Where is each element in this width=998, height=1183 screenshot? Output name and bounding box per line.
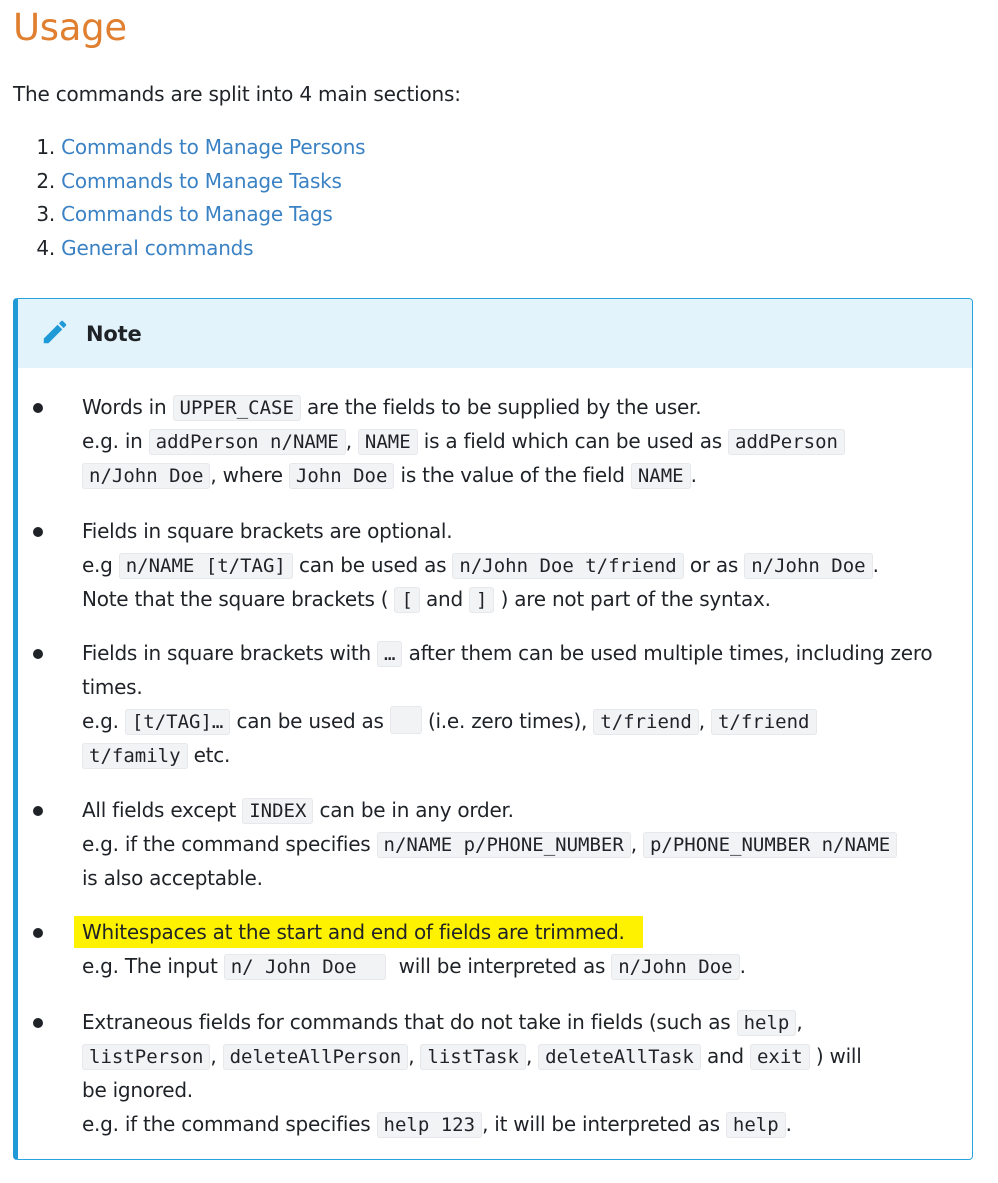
text: Extraneous fields for commands that do not take in fields (such as [82,1010,737,1034]
text: is a field which can be used as [417,429,729,453]
page-heading: Usage [13,6,127,49]
bullet [33,806,43,816]
list-number: 1. [36,135,55,159]
text: and [419,587,470,611]
text: , [210,1044,223,1068]
inline-code: addPerson [728,429,845,455]
empty-code [390,706,422,734]
text: . [690,463,697,487]
bullet [33,649,43,659]
text: after them can be used multiple times, including zero [402,641,933,665]
text: is the value of the field [394,463,631,487]
bullet [33,1018,43,1028]
note-header [18,299,972,368]
inline-code: UPPER_CASE [173,395,301,421]
text: , [630,832,643,856]
text: , where [210,463,289,487]
text: e.g. The input [82,954,224,978]
intro-text: The commands are split into 4 main sections: [13,82,461,106]
text: . [785,1112,792,1136]
section-list [13,133,365,268]
text: can be in any order. [313,798,514,822]
text: , [408,1044,421,1068]
text: (i.e. zero times), [421,709,594,733]
link-manage-tasks[interactable]: Commands to Manage Tasks [61,168,342,193]
text: are the fields to be supplied by the user. [300,395,702,419]
inline-code: ] [469,587,494,613]
inline-code: t/friend [711,709,817,735]
text: etc. [187,743,231,767]
inline-code: NAME [358,429,418,455]
inline-code: INDEX [242,798,313,824]
bullet [33,527,43,537]
text: e.g. if the command specifies [82,1112,377,1136]
text: , [345,429,358,453]
text: Note that the square brackets ( [82,587,395,611]
text: can be used as [292,553,453,577]
text: ) are not part of the syntax. [494,587,771,611]
inline-code: n/John Doe [611,954,739,980]
list-number: 3. [36,202,55,227]
text: , [698,709,711,733]
text: e.g. if the command specifies [82,832,377,856]
text: e.g. [82,709,125,733]
highlighted-text: Whitespaces at the start and end of fields are trimmed. [74,916,643,948]
inline-code: n/John Doe t/friend [452,553,683,579]
inline-code: n/John Doe [744,553,872,579]
text: All fields except [82,798,243,822]
inline-code: addPerson n/NAME [149,429,346,455]
pencil-icon [40,317,70,351]
list-number: 4. [36,236,55,261]
section-item [13,234,365,268]
text: is also acceptable. [82,866,263,890]
inline-code: [ [394,587,419,613]
inline-code: t/family [82,743,188,769]
text: be ignored. [82,1078,193,1102]
inline-code: n/NAME [t/TAG] [119,553,293,579]
inline-code: listTask [420,1044,526,1070]
bullet [33,928,43,938]
text: times. [82,675,143,699]
text: . [872,553,879,577]
link-manage-persons[interactable]: Commands to Manage Persons [61,135,366,159]
text: , it will be interpreted as [482,1112,726,1136]
inline-code: help [737,1010,797,1036]
link-general-commands[interactable]: General commands [61,236,254,261]
text: e.g [82,553,119,577]
inline-code: p/PHONE_NUMBER n/NAME [643,832,897,858]
inline-code: exit [750,1044,810,1070]
list-number: 2. [36,168,55,193]
text: and [700,1044,750,1068]
link-manage-tags[interactable]: Commands to Manage Tags [61,202,333,227]
bullet [33,403,43,413]
text: Fields in square brackets are optional. [82,519,453,543]
inline-code: NAME [631,463,691,489]
inline-code: n/ John Doe [224,954,387,980]
text: Fields in square brackets with [82,641,378,665]
text: will be interpreted as [386,954,612,978]
text: . [739,954,746,978]
text: or as [683,553,745,577]
text: , [796,1010,803,1034]
inline-code: help 123 [377,1112,483,1138]
note-box [13,298,973,1160]
inline-code: … [377,641,402,667]
inline-code: deleteAllTask [538,1044,701,1070]
section-item [13,167,365,201]
section-item [13,133,365,167]
inline-code: n/John Doe [82,463,210,489]
text: Words in [82,395,173,419]
inline-code: listPerson [82,1044,210,1070]
text: e.g. in [82,429,149,453]
inline-code: t/friend [593,709,699,735]
inline-code: John Doe [289,463,395,489]
inline-code: deleteAllPerson [223,1044,409,1070]
note-title: Note [86,321,142,346]
text: can be used as [230,709,390,733]
text: , [525,1044,539,1068]
inline-code: [t/TAG]… [125,709,231,735]
section-item [13,200,365,234]
inline-code: n/NAME p/PHONE_NUMBER [377,832,631,858]
inline-code: help [726,1112,786,1138]
text: ) will [809,1044,862,1068]
